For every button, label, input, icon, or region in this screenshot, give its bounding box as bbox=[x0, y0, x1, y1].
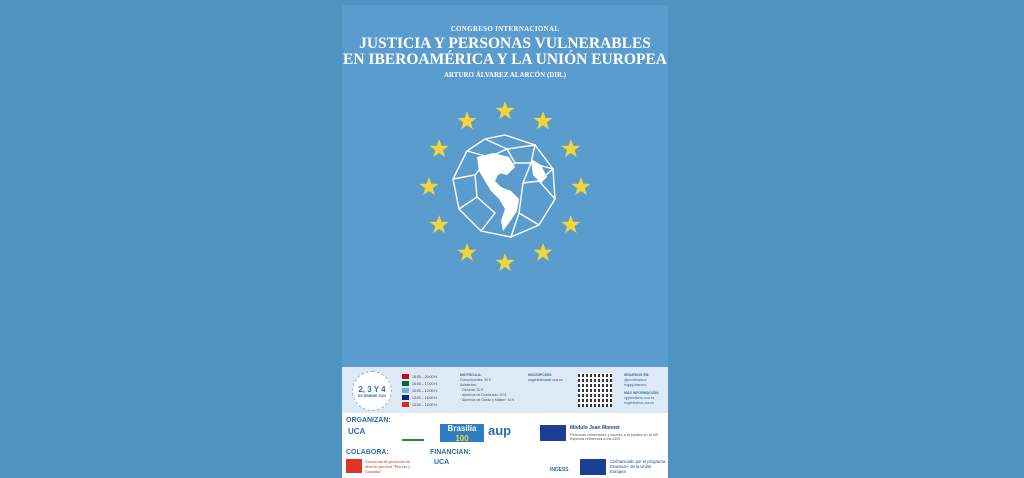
star-icon bbox=[420, 177, 439, 195]
schedule-row bbox=[402, 380, 438, 387]
twitter-handle[interactable]: @procesalcuz bbox=[624, 378, 647, 382]
globe-stars-emblem bbox=[419, 101, 591, 273]
erasmus-text: Cofinanciado por el programa Erasmus+ de la Unión Europea bbox=[610, 459, 666, 474]
star-icon bbox=[458, 243, 477, 261]
dates-badge bbox=[352, 371, 392, 411]
social-heading: SÍGUENOS EN: bbox=[624, 373, 650, 377]
matricula-lines bbox=[460, 378, 514, 403]
flag-icon bbox=[402, 388, 409, 393]
eu-flag-icon bbox=[540, 425, 566, 441]
schedule-time: 18:00 – 20:00 H. bbox=[412, 374, 438, 379]
poster-kicker: CONGRESO INTERNACIONAL bbox=[450, 25, 560, 33]
matricula-heading: MATRÍCULA: bbox=[460, 373, 482, 377]
jean-monnet-title: Módulo Jean Monnet bbox=[570, 425, 620, 431]
matricula-line: · Alumnos de Doctorado: 20 € bbox=[460, 393, 507, 397]
congress-poster bbox=[342, 5, 668, 478]
schedule-time: 15:00 – 17:00 H. bbox=[412, 381, 438, 386]
star-icon bbox=[496, 253, 515, 271]
matricula-line: · General: 30 € bbox=[460, 388, 484, 392]
colabora-label: COLABORA: bbox=[346, 449, 389, 456]
schedule-row bbox=[402, 394, 438, 401]
indess-logo: INDESS bbox=[550, 467, 569, 473]
financian-label: FINANCIAN: bbox=[430, 449, 471, 456]
uca-logo: UCA bbox=[348, 427, 366, 436]
matricula-line: Comunicantes: 30 € bbox=[460, 378, 492, 382]
star-icon bbox=[561, 215, 580, 233]
sponsors-footer bbox=[342, 413, 668, 478]
poster-title bbox=[342, 36, 668, 68]
dates-month: DICIEMBRE 2020 bbox=[357, 393, 387, 398]
schedule-time: 13:00 – 14:00 H. bbox=[412, 402, 438, 407]
junta-logo bbox=[402, 423, 424, 441]
uca-logo-2: UCA bbox=[434, 459, 450, 466]
star-icon bbox=[430, 139, 449, 157]
more-link-1[interactable]: vjpjlamilenio.uca.es bbox=[624, 396, 655, 400]
star-icon bbox=[430, 215, 449, 233]
schedule-time: 10:00 – 12:00 H. bbox=[412, 388, 438, 393]
social-block bbox=[624, 373, 659, 406]
poster-author: ARTURO ÁLVAREZ ALARCÓN (DIR.) bbox=[443, 71, 567, 79]
inscripcion-block bbox=[528, 373, 563, 383]
aup-logo: aup bbox=[488, 423, 512, 438]
inscripcion-heading: INSCRIPCIÓN: bbox=[528, 373, 553, 377]
flag-icon bbox=[402, 395, 409, 400]
organizan-label: ORGANIZAN: bbox=[346, 417, 391, 424]
schedule-row bbox=[402, 387, 438, 394]
eu-stars-ring bbox=[420, 101, 591, 271]
dates-days: 2, 3 Y 4 bbox=[358, 384, 386, 394]
more-heading: MÁS INFORMACIÓN: bbox=[624, 391, 659, 395]
star-icon bbox=[534, 111, 553, 129]
qr-code[interactable] bbox=[578, 373, 612, 407]
title-line-2: EN IBEROAMÉRICA Y LA UNIÓN EUROPEA bbox=[343, 51, 667, 68]
flag-icon bbox=[402, 402, 409, 407]
flag-icon bbox=[402, 381, 409, 386]
star-icon bbox=[534, 243, 553, 261]
flag-icon bbox=[402, 374, 409, 379]
more-link-2[interactable]: eagleslatina.uca.es bbox=[624, 401, 654, 405]
star-icon bbox=[496, 101, 515, 119]
poster-header bbox=[342, 25, 668, 79]
matricula-line: Asistentes: bbox=[460, 383, 478, 387]
schedule-list bbox=[402, 373, 438, 408]
info-bar bbox=[342, 367, 668, 413]
matricula-block bbox=[460, 373, 514, 403]
inscripcion-link[interactable]: eagleslatinaale.uca.es bbox=[528, 378, 563, 382]
brasilia-logo bbox=[440, 424, 484, 442]
star-icon bbox=[572, 177, 591, 195]
schedule-row bbox=[402, 401, 438, 408]
title-line-1: JUSTICIA Y PERSONAS VULNERABLES bbox=[359, 35, 651, 52]
star-icon bbox=[458, 111, 477, 129]
hashtag[interactable]: #vjppjclasuero bbox=[624, 383, 647, 387]
jean-monnet-text: Personas vulnerables y acceso a la justicia en la UE. Especial referencia a los ADR bbox=[570, 433, 660, 441]
asociacion-logo-icon bbox=[346, 459, 362, 473]
americas-shape-icon bbox=[477, 153, 547, 231]
star-icon bbox=[561, 139, 580, 157]
matricula-line: · Alumnos de Grado y Máster: 10 € bbox=[460, 398, 515, 402]
eu-flag-icon-2 bbox=[580, 459, 606, 475]
schedule-time: 13:00 – 14:00 H. bbox=[412, 395, 438, 400]
schedule-row bbox=[402, 373, 438, 380]
brasilia-100: 100 bbox=[455, 434, 469, 443]
brasilia-text: Brasilia bbox=[447, 424, 477, 433]
colabora-text: Asociación de profesores de derecho procesal "Proceso y Garantías" bbox=[365, 459, 411, 474]
